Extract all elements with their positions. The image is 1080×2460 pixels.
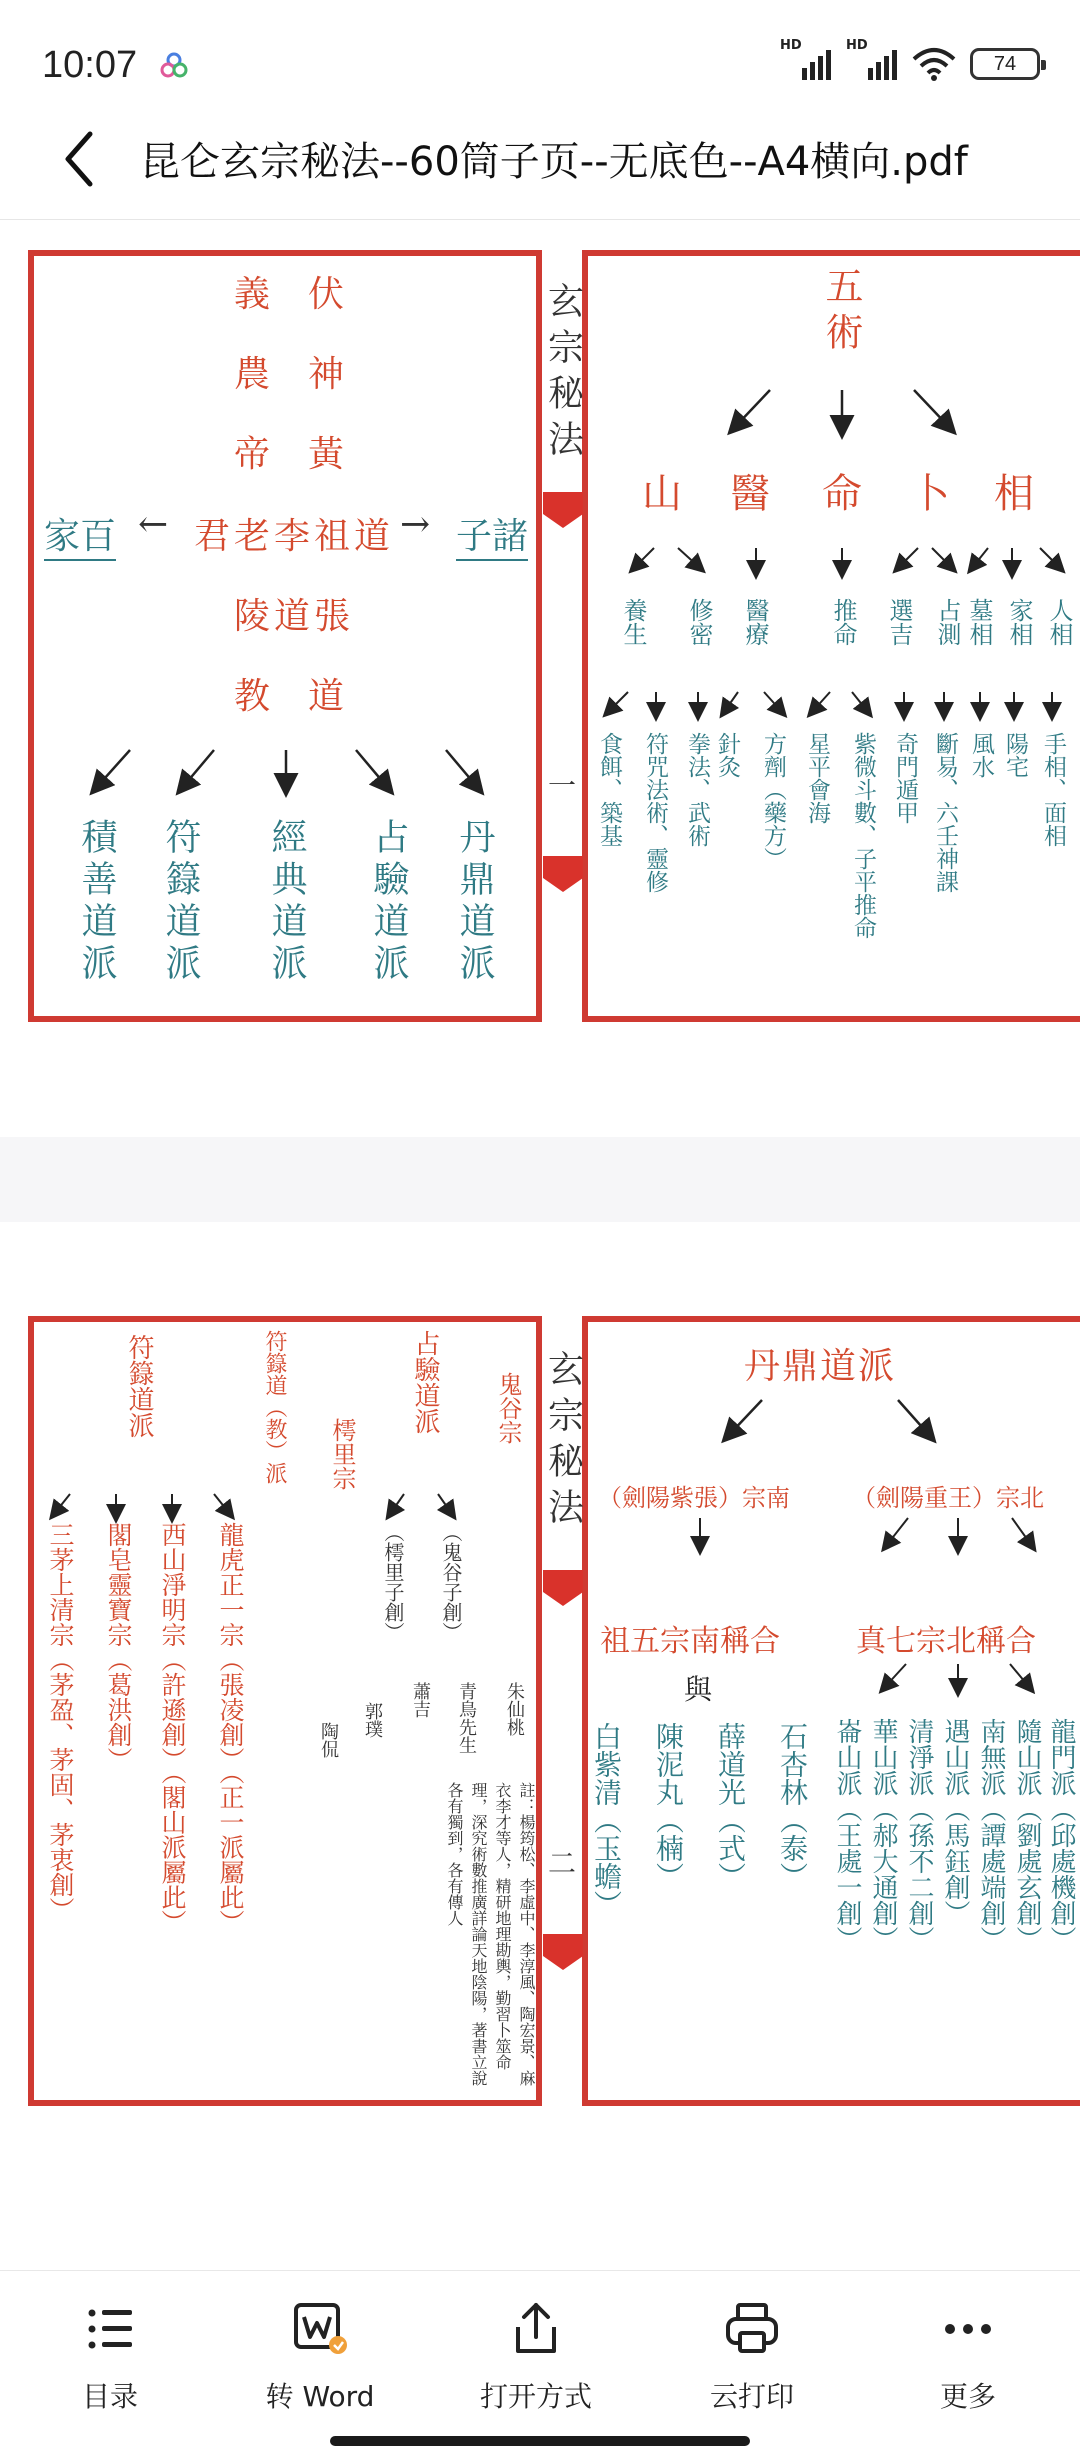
detail-yangzhai: 陽宅	[1002, 732, 1028, 778]
sub-jiaxiang: 家相	[1005, 598, 1033, 646]
sect-jingdian: 經典道派	[266, 818, 307, 986]
with-label: 與	[684, 1673, 713, 1706]
page1-right-arrows	[0, 222, 1080, 1022]
south-xue: 薛道光（式）	[714, 1722, 747, 1890]
north-yushan: 遇山派（馬鈺創）	[940, 1718, 970, 1926]
bottom-toolbar	[0, 2270, 1080, 2460]
zhan-chuli: 樗里宗	[328, 1418, 356, 1490]
name-xiaoji: 蕭吉	[410, 1682, 431, 1718]
arrow-right-glyph: →	[400, 504, 431, 545]
signal-icon	[780, 38, 832, 82]
pdf-viewer[interactable]	[0, 222, 1080, 2270]
zhanyan-heading: 占驗道派	[410, 1330, 440, 1434]
south-shi: 石杏林（泰）	[776, 1722, 809, 1890]
north-nanwu: 南無派（譚處端創）	[976, 1718, 1006, 1952]
detail-duanyi: 斷易、六壬神課	[932, 732, 958, 893]
page2-spine-number: 二	[548, 1847, 577, 1880]
north-kunlun: 崙山派（王處一創）	[832, 1718, 862, 1952]
signal-hd-label: HD	[780, 38, 802, 53]
detail-fangji: 方劑（藥方）	[760, 732, 786, 870]
fulu-item-gezao: 閣皂靈寶宗（葛洪創）	[104, 1522, 133, 1772]
fulu-item-sanmao: 三茅上清宗（茅盈、茅固、茅衷創）	[46, 1522, 75, 1922]
art-shan: 山	[642, 471, 682, 517]
toolbar-more-label: 更多	[939, 2380, 996, 2413]
north-seven-title: 真七宗北稱合	[856, 1624, 1036, 1659]
word-convert-icon	[288, 2297, 352, 2361]
huangdi-left: 帝	[234, 434, 271, 475]
sub-zhance: 占測	[933, 598, 961, 646]
toolbar-word-button[interactable]	[240, 2297, 400, 2427]
detail-ziwei: 紫微斗數、子平推命	[850, 732, 876, 939]
printer-icon	[720, 2297, 784, 2361]
sub-muxiang: 墓相	[965, 598, 993, 646]
toolbar-cloud-print-button[interactable]	[672, 2297, 832, 2427]
wushu-heading: 五術	[819, 266, 863, 358]
name-zhuxiantao: 朱仙桃	[504, 1682, 525, 1736]
baijia-label: 家百	[44, 508, 116, 561]
sect-zhanyan: 占驗道派	[368, 818, 409, 986]
pdf-page-2	[0, 1222, 1080, 2270]
north-qingjing: 清淨派（孫不二創）	[904, 1718, 934, 1952]
doc-header	[0, 100, 1080, 220]
south-sect-label: （劍陽紫張）宗南	[598, 1484, 790, 1512]
shennong-left: 農	[234, 354, 271, 395]
north-huashan: 華山派（郝大通創）	[868, 1718, 898, 1952]
art-bu: 卜	[910, 471, 950, 517]
zhang-daoling: 陵道張	[234, 596, 355, 637]
shennong-right: 神	[308, 354, 345, 395]
art-xiang: 相	[994, 471, 1034, 517]
chevron-left-icon[interactable]	[56, 124, 106, 194]
north-longmen: 龍門派（邱處機創）	[1046, 1718, 1076, 1952]
name-guopu: 郭璞	[362, 1702, 383, 1738]
detail-fuzhou: 符咒法術、靈修	[642, 732, 668, 893]
south-bai: 白紫清（玉蟾）	[590, 1722, 623, 1918]
app-notification-icon	[158, 50, 190, 82]
detail-quanfa: 拳法、武術	[684, 732, 710, 847]
signal-hd-label-2: HD	[846, 38, 868, 53]
sub-tuiming: 推命	[829, 598, 857, 646]
page2-spine-title: 玄宗秘法	[542, 1350, 584, 1534]
document-title: 昆仑玄宗秘法--60筒子页--无底色--A4横向.pdf	[140, 139, 968, 185]
detail-zhenjiu: 針灸	[714, 732, 740, 778]
zhan-chuli-founder: （樗里子創）	[381, 1522, 405, 1642]
wifi-icon	[912, 47, 956, 81]
laozi-line: 君老李祖道	[194, 516, 395, 557]
sect-jishan: 積善道派	[76, 818, 117, 986]
detail-qimen: 奇門遁甲	[892, 732, 918, 824]
toolbar-open-with-label: 打开方式	[479, 2380, 592, 2413]
daojiao-left: 教	[234, 676, 271, 717]
sub-yiliao: 醫療	[741, 598, 769, 646]
zhuzi-label: 子諸	[456, 508, 528, 561]
zhan-guigu-founder: （鬼谷子創）	[439, 1522, 463, 1642]
south-chen: 陳泥丸（楠）	[652, 1722, 685, 1890]
page2-note: 註：楊筠松、李虛中、李淳風、陶宏景、麻衣李才等人，精研地理勘輿，勤習卜筮命理，深究術數推廣詳論天地陰陽，著書立說各有獨到，各有傳人	[445, 1782, 536, 2086]
arrow-left-glyph: ←	[138, 504, 169, 545]
page2-right-arrows	[0, 1222, 1080, 2122]
sub-yangsheng: 養生	[619, 598, 647, 646]
detail-shouxiang: 手相、面相	[1040, 732, 1066, 847]
art-ming: 命	[822, 471, 862, 517]
art-yi: 醫	[730, 471, 770, 517]
status-time: 10:07	[42, 44, 138, 86]
toolbar-toc-button[interactable]	[30, 2297, 190, 2427]
south-five-title: 祖五宗南稱合	[600, 1624, 780, 1659]
fulu-item-xishan: 西山淨明宗（許遜創）（閣山派屬此）	[158, 1522, 187, 1935]
page1-spine-title: 玄宗秘法	[542, 282, 584, 466]
zhan-guigu: 鬼谷宗	[494, 1372, 522, 1444]
sub-xuanji: 選吉	[885, 598, 913, 646]
battery-icon	[970, 48, 1040, 80]
battery-level: 74	[993, 52, 1017, 75]
huangdi-right: 黃	[308, 434, 345, 475]
signal-icon-2	[846, 38, 898, 82]
fulu-heading: 符籙道派	[124, 1334, 154, 1438]
detail-xingping: 星平會海	[804, 732, 830, 824]
home-indicator[interactable]	[330, 2436, 750, 2446]
detail-fengshui: 風水	[968, 732, 994, 778]
sect-fulu: 符籙道派	[160, 818, 201, 986]
list-icon	[78, 2297, 142, 2361]
toolbar-toc-label: 目录	[81, 2380, 138, 2413]
sub-xiumi: 修密	[685, 598, 713, 646]
more-dots-icon	[936, 2297, 1000, 2361]
name-taokan: 陶侃	[318, 1722, 339, 1758]
sub-renxiang: 人相	[1045, 598, 1073, 646]
page1-spine-number: 一	[548, 769, 577, 802]
danding-heading: 丹鼎道派	[744, 1346, 897, 1387]
fuxi-left: 義	[234, 274, 271, 315]
north-sect-label: （劍陽重王）宗北	[852, 1484, 1044, 1512]
share-icon	[504, 2297, 568, 2361]
toolbar-open-with-button[interactable]	[456, 2297, 616, 2427]
toolbar-word-label: 转 Word	[265, 2380, 375, 2413]
sect-danding: 丹鼎道派	[454, 818, 495, 986]
pdf-page-1	[0, 222, 1080, 1137]
toolbar-cloud-print-label: 云打印	[709, 2380, 794, 2413]
status-bar	[0, 0, 1080, 92]
daojiao-right: 道	[308, 676, 345, 717]
detail-shier: 食餌、築基	[596, 732, 622, 847]
fulu-jiao-heading: 符籙道（教）派	[262, 1330, 287, 1484]
north-suishan: 隨山派（劉處玄創）	[1012, 1718, 1042, 1952]
name-qingniao: 青鳥先生	[456, 1682, 477, 1754]
fuxi-right: 伏	[308, 274, 345, 315]
toolbar-more-button[interactable]	[888, 2297, 1048, 2427]
fulu-item-longhu: 龍虎正一宗（張凌創）（正一派屬此）	[216, 1522, 245, 1935]
